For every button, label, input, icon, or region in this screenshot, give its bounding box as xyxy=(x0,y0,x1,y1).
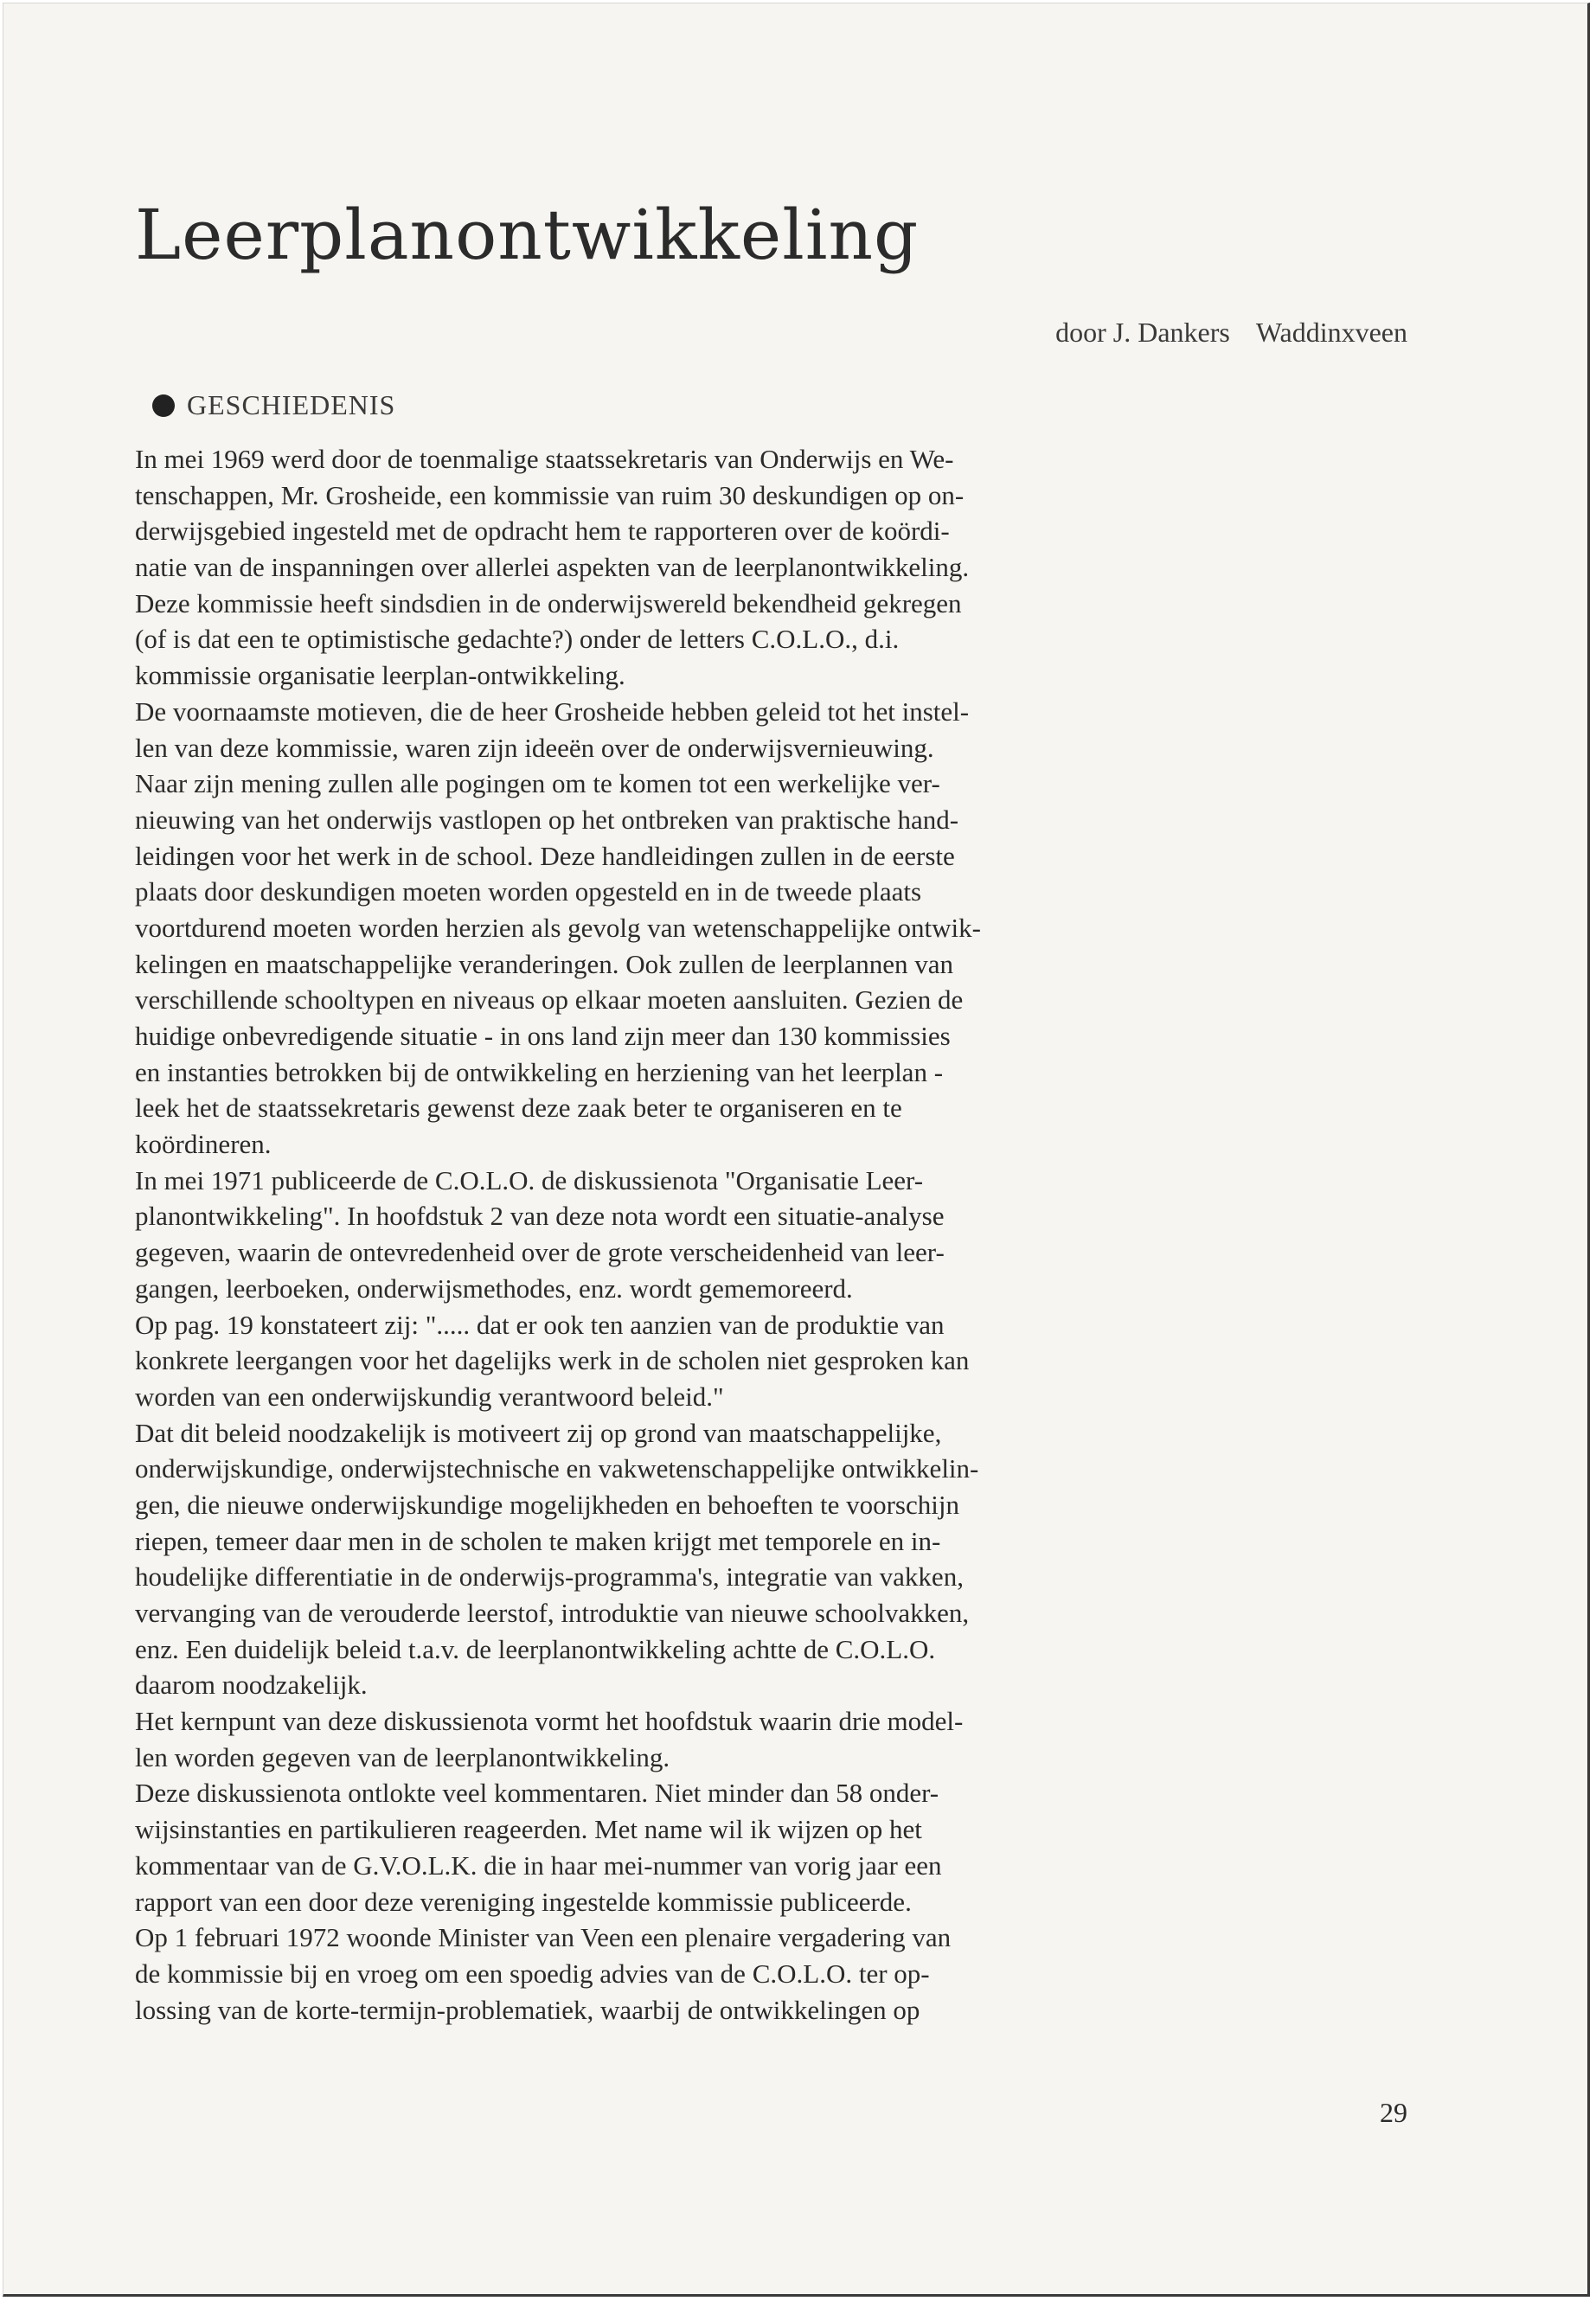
text-line: riepen, temeer daar men in de scholen te maken krijgt met temporele en in- xyxy=(135,1525,941,1556)
document-page xyxy=(3,3,1590,2297)
text-line: en instanties betrokken bij de ontwikkeling en herziening van het leerplan - xyxy=(135,1056,944,1087)
text-line: konkrete leergangen voor het dagelijks werk in de scholen niet gesproken kan xyxy=(135,1345,970,1376)
text-line: Op pag. 19 konstateert zij: "..... dat er ook ten aanzien van de produktie van xyxy=(135,1309,945,1340)
text-line: gegeven, waarin de ontevredenheid over de grote verscheidenheid van leer- xyxy=(135,1237,945,1268)
text-line: kelingen en maatschappelijke veranderingen. Ook zullen de leerplannen van xyxy=(135,948,953,979)
text-line: de kommissie bij en vroeg om een spoedig advies van de C.O.L.O. ter op- xyxy=(135,1958,930,1989)
text-line: kommentaar van de G.V.O.L.K. die in haar mei-nummer van vorig jaar een xyxy=(135,1849,942,1881)
text-line: houdelijke differentiatie in de onderwijs-programma's, integratie van vakken, xyxy=(135,1561,964,1593)
text-line: In mei 1971 publiceerde de C.O.L.O. de diskussienota "Organisatie Leer- xyxy=(135,1164,924,1195)
text-line: In mei 1969 werd door de toenmalige staatssekretaris van Onderwijs en We- xyxy=(135,444,954,474)
text-line: leek het de staatssekretaris gewenst deze zaak beter te organiseren en te xyxy=(135,1093,902,1124)
text-line: Op 1 februari 1972 woonde Minister van Veen een plenaire vergadering van xyxy=(135,1922,952,1953)
text-line: verschillende schooltypen en niveaus op elkaar moeten aansluiten. Gezien de xyxy=(135,984,964,1016)
text-line: vervanging van de verouderde leerstof, introduktie van nieuwe schoolvakken, xyxy=(135,1598,970,1628)
bullet-icon xyxy=(152,394,175,417)
text-line: derwijsgebied ingesteld met de opdracht hem te rapporteren over de koördi- xyxy=(135,516,950,547)
page-number: 29 xyxy=(1380,2097,1407,2128)
section-heading-text: GESCHIEDENIS xyxy=(187,389,396,420)
text-line: wijsinstanties en partikulieren reageerden. Met name wil ik wijzen op het xyxy=(135,1814,922,1845)
text-line: worden van een onderwijskundig verantwoord beleid." xyxy=(135,1381,724,1412)
text-line: Naar zijn mening zullen alle pogingen om te komen tot een werkelijke ver- xyxy=(135,768,940,799)
text-line: lossing van de korte-termijn-problematiek, waarbij de ontwikkelingen op xyxy=(135,1994,920,2025)
text-line: tenschappen, Mr. Grosheide, een kommissie van ruim 30 deskundigen op on- xyxy=(135,479,965,510)
text-line: kommissie organisatie leerplan-ontwikkeling. xyxy=(135,660,625,691)
text-line: De voornaamste motieven, die de heer Grosheide hebben geleid tot het instel- xyxy=(135,695,970,727)
byline-author: door J. Dankers xyxy=(1055,317,1230,348)
text-line: plaats door deskundigen moeten worden opgesteld en in de tweede plaats xyxy=(135,876,922,907)
byline-place: Waddinxveen xyxy=(1255,317,1407,348)
text-line: (of is dat een te optimistische gedachte?) onder de letters C.O.L.O., d.i. xyxy=(135,624,900,655)
text-line: planontwikkeling". In hoofdstuk 2 van deze nota wordt een situatie-analyse xyxy=(135,1201,945,1232)
text-line: Het kernpunt van deze diskussienota vormt het hoofdstuk waarin drie model- xyxy=(135,1706,964,1737)
text-line: voortdurend moeten worden herzien als gevolg van wetenschappelijke ontwik- xyxy=(135,912,981,943)
text-line: Dat dit beleid noodzakelijk is motiveert zij op grond van maatschappelijke, xyxy=(135,1417,942,1448)
text-line: nieuwing van het onderwijs vastlopen op het ontbreken van praktische hand- xyxy=(135,804,959,835)
text-line: daarom noodzakelijk. xyxy=(135,1670,368,1701)
text-line: leidingen voor het werk in de school. Deze handleidingen zullen in de eerste xyxy=(135,840,955,871)
article-title: Leerplanontwikkeling xyxy=(135,195,920,275)
text-line: len van deze kommissie, waren zijn ideeën over de onderwijsvernieuwing. xyxy=(135,732,934,763)
text-line: Deze kommissie heeft sindsdien in de onderwijswereld bekendheid gekregen xyxy=(135,587,962,619)
byline xyxy=(1055,317,1407,349)
text-line: rapport van een door deze vereniging ingestelde kommissie publiceerde. xyxy=(135,1886,912,1917)
text-line: len worden gegeven van de leerplanontwikkeling. xyxy=(135,1741,670,1772)
text-line: natie van de inspanningen over allerlei aspekten van de leerplanontwikkeling. xyxy=(135,552,970,583)
article-body xyxy=(135,441,1415,2028)
text-line: onderwijskundige, onderwijstechnische en vakwetenschappelijke ontwikkelin- xyxy=(135,1453,979,1484)
text-line: enz. Een duidelijk beleid t.a.v. de leerplanontwikkeling achtte de C.O.L.O. xyxy=(135,1633,936,1664)
text-line: gen, die nieuwe onderwijskundige mogelijkheden en behoeften te voorschijn xyxy=(135,1489,959,1520)
section-heading xyxy=(152,389,395,421)
text-line: Deze diskussienota ontlokte veel kommentaren. Niet minder dan 58 onder- xyxy=(135,1778,939,1809)
text-line: huidige onbevredigende situatie - in ons land zijn meer dan 130 kommissies xyxy=(135,1021,951,1051)
text-line: koördineren. xyxy=(135,1129,272,1160)
text-line: gangen, leerboeken, onderwijsmethodes, enz. wordt gememoreerd. xyxy=(135,1272,853,1304)
